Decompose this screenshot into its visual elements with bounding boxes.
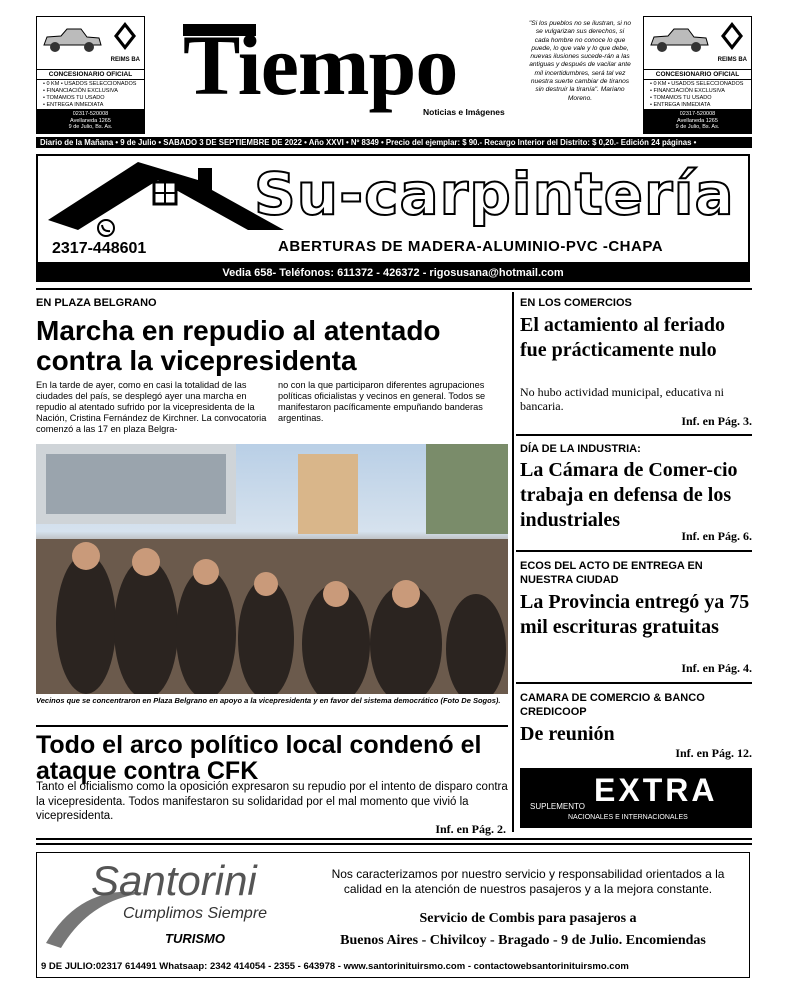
second-ref: Inf. en Pág. 2.	[435, 822, 506, 836]
ad-footer	[37, 109, 144, 133]
section-divider	[36, 725, 508, 727]
ad-list-item: • ENTREGA INMEDIATA	[43, 102, 104, 108]
sidebar-body: No hubo actividad municipal, educativa ni bancaria.	[520, 385, 724, 413]
sidebar-headline: La Cámara de Comer-cio trabaja en defensa de los industriales	[520, 459, 738, 531]
masthead-tagline: Noticias e Imágenes	[423, 107, 505, 117]
ad-address: Avellaneda 1265	[677, 117, 718, 124]
ad-concesionario: CONCESIONARIO OFICIAL	[37, 69, 144, 80]
sidebar-ref: Inf. en Pág. 3.	[681, 414, 752, 428]
ad-concesionario: CONCESIONARIO OFICIAL	[644, 69, 751, 80]
ad-phone: 02317-520008	[72, 111, 109, 117]
extra-subtitle: NACIONALES E INTERNACIONALES	[568, 814, 688, 821]
lead-body-col2: no con la que participaron diferentes agrupaciones políticas oficialistas y vecinos en general. Todos se manifestaron pacíficamente empuñando banderas argentinas.	[278, 380, 486, 423]
house-roof-icon	[48, 160, 288, 240]
masthead-quote: "Si los pueblos no se ilustran, si no se vulgarizan sus derechos, si cada hombre no conoce lo que puede, lo que vale y lo que debe, nuevas ilusiones sucede-rán a las antiguas y después de vacilar ante mil incertidumbres, será tal vez nuestra suerte cambiar de tiranos sin destruir la tiranía". Mariano Moreno.	[528, 20, 632, 102]
bottom-ad-type: TURISMO	[165, 931, 225, 946]
photo-caption: Vecinos que se concentraron en Plaza Belgrano en apoyo a la vicepresidenta y en favor del sistema democrático (Foto De Sogos).	[36, 696, 501, 705]
sidebar-ref: Inf. en Pág. 4.	[681, 661, 752, 675]
banner-ad-title: Su-carpintería	[254, 160, 735, 228]
ad-list-item: • 0 KM • USADOS SELECCIONADOS	[43, 81, 137, 87]
bottom-ad-brand: Santorini	[91, 857, 257, 904]
dateline: Diario de la Mañana • 9 de Julio • SABADO 3 DE SEPTIEMBRE DE 2022 • Año XXVI • Nº 8349 • Precio del ejemplar: $ 90.- Recargo Interior del Distrito: $ 0,20.- Edición 24 páginas •	[36, 137, 752, 148]
section-divider	[36, 838, 752, 840]
lead-kicker: EN PLAZA BELGRANO	[36, 297, 157, 309]
renault-logo-icon	[719, 21, 745, 51]
crowd-photo-image	[36, 444, 508, 694]
sidebar-kicker: DÍA DE LA INDUSTRIA:	[520, 443, 641, 455]
masthead-title: Tiempo	[183, 17, 458, 113]
lead-photo	[36, 444, 508, 694]
header-ad-right	[643, 16, 752, 134]
header-ad-left	[36, 16, 145, 134]
ad-list-item: • 0 KM • USADOS SELECCIONADOS	[650, 81, 744, 87]
ad-city: 9 de Julio, Bs. As.	[675, 124, 720, 130]
ad-list	[43, 81, 136, 109]
sidebar-ref: Inf. en Pág. 12.	[675, 746, 752, 760]
bottom-ad-slogan: Cumplimos Siempre	[123, 905, 268, 922]
ad-list-item: • FINANCIACIÓN EXCLUSIVA	[650, 88, 725, 94]
banner-ad	[36, 154, 750, 264]
second-headline: Todo el arco político local condenó el ataque contra CFK	[36, 731, 482, 785]
extra-supplement	[520, 768, 752, 828]
pickup-truck-icon	[41, 23, 103, 55]
ad-phone: 02317-520008	[679, 111, 716, 117]
second-body: Tanto el oficialismo como la oposición expresaron su repudio por el intento de disparo contra la vicepresidenta. Todos manifestaron su solidaridad por el mal momento que vivió la vicepresidenta.	[36, 781, 508, 822]
sidebar-ref: Inf. en Pág. 6.	[681, 529, 752, 543]
section-divider	[516, 550, 752, 552]
pickup-truck-icon	[648, 23, 710, 55]
ad-address: Avellaneda 1265	[70, 117, 111, 124]
banner-ad-footer: Vedia 658- Teléfonos: 611372 - 426372 - rigosusana@hotmail.com	[36, 264, 750, 282]
bottom-ad	[36, 852, 750, 978]
sidebar-headline: El actamiento al feriado fue prácticamente nulo	[520, 314, 725, 361]
extra-title: EXTRA	[594, 772, 718, 808]
ad-list	[650, 81, 743, 109]
ad-brand: REIMS BA	[717, 57, 747, 63]
sidebar-kicker: CAMARA DE COMERCIO & BANCO CREDICOOP	[520, 692, 705, 718]
section-divider	[36, 843, 752, 845]
lead-headline: Marcha en repudio al atentado contra la vicepresidenta	[36, 315, 441, 376]
ad-list-item: • ENTREGA INMEDIATA	[650, 102, 711, 108]
ad-list-item: • TOMAMOS TU USADO	[650, 95, 712, 101]
banner-ad-subtitle: ABERTURAS DE MADERA-ALUMINIO-PVC -CHAPA	[278, 238, 664, 255]
bottom-ad-text3: Buenos Aires - Chivilcoy - Bragado - 9 de Julio. Encomiendas	[340, 933, 706, 948]
sidebar-kicker: ECOS DEL ACTO DE ENTREGA EN NUESTRA CIUDAD	[520, 560, 703, 586]
sidebar-headline: La Provincia entregó ya 75 mil escrituras gratuitas	[520, 591, 750, 638]
bottom-ad-text2: Servicio de Combis para pasajeros a	[419, 911, 637, 926]
ad-city: 9 de Julio, Bs. As.	[68, 124, 113, 130]
whatsapp-icon	[96, 218, 116, 238]
ad-list-item: • FINANCIACIÓN EXCLUSIVA	[43, 88, 118, 94]
sidebar-headline: De reunión	[520, 723, 615, 745]
bottom-ad-text1: Nos caracterizamos por nuestro servicio y responsabilidad orientados a la calidad en la atención de nuestros pasajeros y a la mejora constante.	[331, 867, 725, 896]
sidebar-kicker: EN LOS COMERCIOS	[520, 297, 632, 309]
section-divider	[516, 682, 752, 684]
lead-body-col1: En la tarde de ayer, como en casi la totalidad de las ciudades del país, se desplegó ayer una marcha en repudio al atentado sufrido por la vicepresidenta de la Nación, Cristina Fernández de Kirchner. La convocatoria comenzó a las 17 en plaza Belgra-	[36, 380, 267, 434]
section-divider	[36, 288, 752, 290]
section-divider	[516, 434, 752, 436]
column-divider	[512, 292, 514, 832]
extra-label: SUPLEMENTO	[530, 802, 585, 811]
ad-brand: REIMS BA	[110, 57, 140, 63]
bottom-ad-footer: 9 DE JULIO:02317 614491 Whatsaap: 2342 414054 - 2355 - 643978 - www.santorinituirsmo.com - contactowebsantorinituirsmo.com	[41, 961, 629, 972]
ad-footer	[644, 109, 751, 133]
renault-logo-icon	[112, 21, 138, 51]
ad-list-item: • TOMAMOS TU USADO	[43, 95, 105, 101]
banner-ad-phone: 2317-448601	[52, 240, 147, 257]
